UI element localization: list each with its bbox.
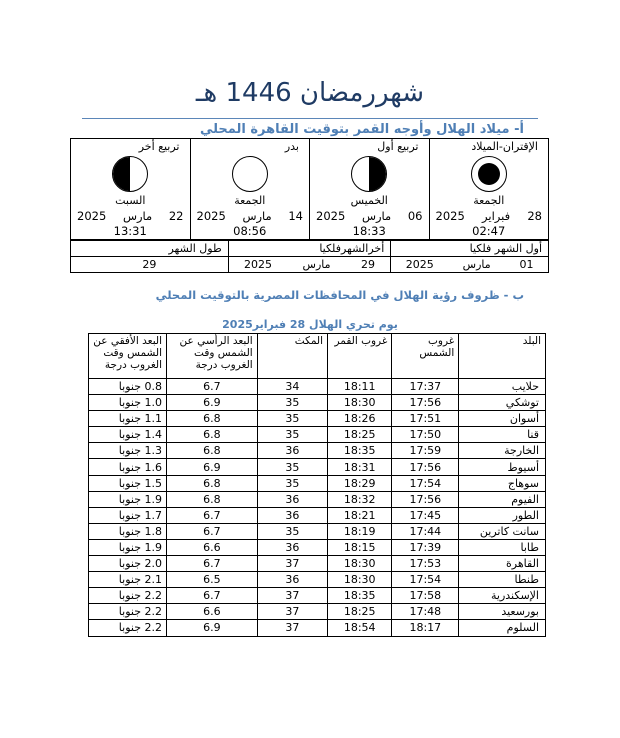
- horizontal-distance: 1.6 جنوبا: [89, 459, 167, 475]
- moonset-time: 18:11: [328, 379, 392, 395]
- city-name: بورسعيد: [459, 604, 546, 620]
- horizontal-distance: 2.0 جنوبا: [89, 556, 167, 572]
- horizontal-distance: 2.1 جنوبا: [89, 572, 167, 588]
- moon-stay: 37: [257, 604, 327, 620]
- phase-time: 18:33: [352, 224, 386, 238]
- phase-cell-last-quarter: [71, 139, 191, 240]
- table-row: [89, 491, 546, 507]
- phase-label: تربيع أخر: [138, 140, 180, 153]
- month-length-label: طول الشهر: [168, 242, 222, 255]
- phase-year: 2025: [196, 209, 226, 223]
- phase-day-num: 28: [527, 209, 542, 223]
- survey-day-heading: يوم تحري الهلال 28 فبراير2025: [222, 318, 398, 331]
- vertical-distance: 6.8: [167, 491, 258, 507]
- moon-phases-table: [70, 138, 549, 240]
- section-a-heading: أ- ميلاد الهلال وأوجه القمر بتوقيت القاهرة المحلي: [199, 122, 524, 137]
- moonset-time: 18:29: [328, 475, 392, 491]
- header-city: البلد: [459, 334, 546, 379]
- city-name: طنطا: [459, 572, 546, 588]
- moon-stay: 36: [257, 443, 327, 459]
- table-row: [89, 620, 546, 636]
- month-last-year: 2025: [244, 258, 273, 271]
- phase-label: بدر: [284, 140, 299, 153]
- moonset-time: 18:32: [328, 491, 392, 507]
- moonset-time: 18:26: [328, 411, 392, 427]
- moon-stay: 36: [257, 539, 327, 555]
- city-name: سوهاج: [459, 475, 546, 491]
- moon-stay: 36: [257, 572, 327, 588]
- last-quarter-icon: [112, 156, 148, 192]
- month-last-date: [229, 258, 391, 271]
- vertical-distance: 6.5: [167, 572, 258, 588]
- horizontal-distance: 1.8 جنوبا: [89, 523, 167, 539]
- vertical-distance: 6.8: [167, 443, 258, 459]
- city-name: السلوم: [459, 620, 546, 636]
- moonset-time: 18:25: [328, 427, 392, 443]
- vertical-distance: 6.7: [167, 379, 258, 395]
- vertical-distance: 6.7: [167, 556, 258, 572]
- phase-label: تربيع أول: [377, 140, 419, 153]
- vertical-distance: 6.9: [167, 459, 258, 475]
- table-row: [89, 588, 546, 604]
- header-sunset: غروب الشمس: [392, 334, 459, 379]
- moon-stay: 36: [257, 491, 327, 507]
- horizontal-distance: 1.9 جنوبا: [89, 539, 167, 555]
- moon-stay: 35: [257, 475, 327, 491]
- phase-time: 08:56: [233, 224, 267, 238]
- city-name: قنا: [459, 427, 546, 443]
- phase-date: [310, 208, 429, 224]
- month-info-table: [70, 240, 549, 273]
- header-vertical: البعد الرأسي عن الشمس وقت الغروب درجة: [167, 334, 258, 379]
- phase-year: 2025: [316, 209, 346, 223]
- moon-stay: 34: [257, 379, 327, 395]
- sunset-time: 17:59: [392, 443, 459, 459]
- month-length-value: 29: [142, 258, 157, 271]
- phase-cell-full-moon: [190, 139, 310, 240]
- table-row: [89, 379, 546, 395]
- city-name: توشكي: [459, 395, 546, 411]
- moonset-time: 18:54: [328, 620, 392, 636]
- horizontal-distance: 2.2 جنوبا: [89, 604, 167, 620]
- phase-day: السبت: [115, 194, 146, 207]
- phase-year: 2025: [77, 209, 107, 223]
- moon-stay: 37: [257, 588, 327, 604]
- phase-day-num: 14: [288, 209, 303, 223]
- sunset-time: 17:56: [392, 459, 459, 475]
- sunset-time: 17:58: [392, 588, 459, 604]
- vertical-distance: 6.7: [167, 588, 258, 604]
- first-quarter-icon: [351, 156, 387, 192]
- moon-stay: 36: [257, 507, 327, 523]
- moon-stay: 35: [257, 411, 327, 427]
- month-first-label: أول الشهر فلكيا: [469, 242, 542, 255]
- vertical-distance: 6.9: [167, 395, 258, 411]
- horizontal-distance: 1.5 جنوبا: [89, 475, 167, 491]
- moon-stay: 37: [257, 556, 327, 572]
- table-row: [89, 572, 546, 588]
- phase-cell-first-quarter: [310, 139, 430, 240]
- month-last-label-cell: [228, 241, 391, 257]
- vertical-distance: 6.8: [167, 427, 258, 443]
- month-first-year: 2025: [405, 258, 434, 271]
- phase-month: مارس: [361, 209, 392, 223]
- phase-time: 13:31: [113, 224, 147, 238]
- month-first-month: مارس: [462, 258, 491, 271]
- moon-stay: 35: [257, 459, 327, 475]
- full-moon-icon: [232, 156, 268, 192]
- table-row: [89, 604, 546, 620]
- phase-date: [430, 208, 549, 224]
- new-moon-icon: [471, 156, 507, 192]
- moonset-time: 18:15: [328, 539, 392, 555]
- moonset-time: 18:30: [328, 556, 392, 572]
- city-name: الطور: [459, 507, 546, 523]
- title-rule: [82, 118, 538, 119]
- phase-label: الإقتران-الميلاد: [471, 140, 538, 153]
- month-first-date: [391, 258, 548, 271]
- moonset-time: 18:21: [328, 507, 392, 523]
- city-name: الإسكندرية: [459, 588, 546, 604]
- moon-stay: 35: [257, 427, 327, 443]
- header-stay: المكث: [257, 334, 327, 379]
- city-name: حلايب: [459, 379, 546, 395]
- city-name: طابا: [459, 539, 546, 555]
- horizontal-distance: 1.1 جنوبا: [89, 411, 167, 427]
- table-row: [89, 507, 546, 523]
- crescent-visibility-table: [88, 333, 546, 637]
- city-name: أسوان: [459, 411, 546, 427]
- sunset-time: 17:50: [392, 427, 459, 443]
- table-row: [89, 427, 546, 443]
- phase-month: فبراير: [482, 209, 511, 223]
- horizontal-distance: 1.4 جنوبا: [89, 427, 167, 443]
- city-name: الخارجة: [459, 443, 546, 459]
- table-row: [89, 395, 546, 411]
- city-name: القاهرة: [459, 556, 546, 572]
- moonset-time: 18:30: [328, 572, 392, 588]
- page-title: شهررمضان 1446 هـ: [195, 78, 425, 108]
- moonset-time: 18:35: [328, 443, 392, 459]
- phase-cell-new-moon: [429, 139, 549, 240]
- sunset-time: 17:37: [392, 379, 459, 395]
- month-length-label-cell: [71, 241, 229, 257]
- sunset-time: 17:44: [392, 523, 459, 539]
- section-b-heading: ب - ظروف رؤية الهلال في المحافظات المصرية بالتوقيت المحلي: [155, 288, 524, 302]
- vertical-distance: 6.8: [167, 475, 258, 491]
- phase-date: [71, 208, 190, 224]
- city-name: الفيوم: [459, 491, 546, 507]
- sunset-time: 18:17: [392, 620, 459, 636]
- moon-stay: 35: [257, 523, 327, 539]
- month-first-date-cell: [391, 257, 549, 273]
- phase-day-num: 06: [407, 209, 423, 223]
- month-last-date-cell: [228, 257, 391, 273]
- table-row: [89, 539, 546, 555]
- moonset-time: 18:31: [328, 459, 392, 475]
- table-row: [89, 459, 546, 475]
- header-horizontal: البعد الأفقي عن الشمس وقت الغروب درجة: [89, 334, 167, 379]
- phase-day: الخميس: [350, 194, 388, 207]
- vertical-distance: 6.8: [167, 411, 258, 427]
- vertical-distance: 6.6: [167, 539, 258, 555]
- horizontal-distance: 1.0 جنوبا: [89, 395, 167, 411]
- month-last-month: مارس: [302, 258, 331, 271]
- city-name: سانت كاترين: [459, 523, 546, 539]
- sunset-time: 17:54: [392, 475, 459, 491]
- vertical-distance: 6.7: [167, 523, 258, 539]
- moonset-time: 18:25: [328, 604, 392, 620]
- vertical-distance: 6.7: [167, 507, 258, 523]
- month-last-day: 29: [361, 258, 375, 271]
- month-length-value-cell: [71, 257, 229, 273]
- phase-day-num: 22: [168, 209, 184, 223]
- moon-stay: 37: [257, 620, 327, 636]
- vertical-distance: 6.6: [167, 604, 258, 620]
- horizontal-distance: 1.7 جنوبا: [89, 507, 167, 523]
- sunset-time: 17:51: [392, 411, 459, 427]
- month-first-label-cell: [391, 241, 549, 257]
- horizontal-distance: 2.2 جنوبا: [89, 620, 167, 636]
- city-name: أسيوط: [459, 459, 546, 475]
- horizontal-distance: 2.2 جنوبا: [89, 588, 167, 604]
- horizontal-distance: 1.3 جنوبا: [89, 443, 167, 459]
- sunset-time: 17:54: [392, 572, 459, 588]
- sunset-time: 17:45: [392, 507, 459, 523]
- month-last-label: أخرالشهرفلكيا: [319, 242, 385, 255]
- moonset-time: 18:19: [328, 523, 392, 539]
- sunset-time: 17:53: [392, 556, 459, 572]
- sunset-time: 17:56: [392, 491, 459, 507]
- phase-time: 02:47: [472, 224, 506, 238]
- phase-year: 2025: [435, 209, 465, 223]
- table-row: [89, 475, 546, 491]
- phase-date: [191, 208, 310, 224]
- table-row: [89, 523, 546, 539]
- horizontal-distance: 0.8 جنوبا: [89, 379, 167, 395]
- table-row: [89, 411, 546, 427]
- month-first-day: 01: [519, 258, 534, 271]
- phase-day: الجمعة: [234, 194, 266, 207]
- table-row: [89, 556, 546, 572]
- sunset-time: 17:48: [392, 604, 459, 620]
- moon-stay: 35: [257, 395, 327, 411]
- phase-day: الجمعة: [473, 194, 505, 207]
- moonset-time: 18:35: [328, 588, 392, 604]
- sunset-time: 17:56: [392, 395, 459, 411]
- header-moonset: غروب القمر: [328, 334, 392, 379]
- table-row: [89, 443, 546, 459]
- phase-month: مارس: [242, 209, 272, 223]
- horizontal-distance: 1.9 جنوبا: [89, 491, 167, 507]
- phase-month: مارس: [122, 209, 153, 223]
- vertical-distance: 6.9: [167, 620, 258, 636]
- moonset-time: 18:30: [328, 395, 392, 411]
- sunset-time: 17:39: [392, 539, 459, 555]
